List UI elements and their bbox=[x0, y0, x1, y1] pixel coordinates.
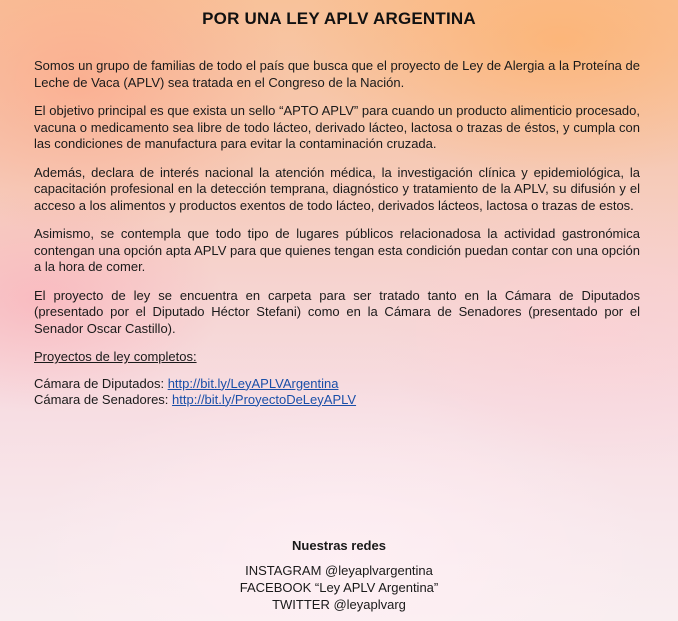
paragraph-objective: El objetivo principal es que exista un sello “APTO APLV” para cuando un producto alimenticio procesado, vacuna o medicamento sea libre de todo lácteo, derivado lácteo, lactosa o trazas de éstos, y cumpla con las condiciones de manufactura para evitar la contaminación cruzada. bbox=[34, 103, 640, 151]
links-heading: Proyectos de ley completos: bbox=[34, 349, 197, 364]
social-heading: Nuestras redes bbox=[292, 538, 386, 553]
senadores-link[interactable]: http://bit.ly/ProyectoDeLeyAPLV bbox=[172, 391, 357, 407]
body-content bbox=[34, 58, 640, 408]
diputados-link-row bbox=[34, 376, 640, 392]
senadores-label: Cámara de Senadores: bbox=[34, 391, 173, 407]
paragraph-national-interest: Además, declara de interés nacional la atención médica, la investigación clínica y epidemiológica, la capacitación profesional en la detección temprana, diagnóstico y tratamiento de la APLV, su difusión y el acceso a los alimentos y productos exentos de todo lácteo, derivados lácteos, lactosa o trazas de estos. bbox=[34, 164, 640, 213]
social-facebook: FACEBOOK “Ley APLV Argentina” bbox=[239, 580, 439, 595]
social-section bbox=[0, 537, 678, 613]
diputados-link[interactable]: http://bit.ly/LeyAPLVArgentina bbox=[167, 375, 339, 391]
senadores-link-row bbox=[34, 392, 640, 408]
paragraph-public-places: Asimismo, se contempla que todo tipo de lugares públicos relacionadosa la actividad gastronómica contengan una opción apta APLV para que quienes tengan esta condición puedan contar con una opción a la hora de comer. bbox=[34, 226, 640, 274]
social-twitter: TWITTER @leyaplvarg bbox=[272, 597, 406, 612]
paragraph-intro: Somos un grupo de familias de todo el país que busca que el proyecto de Ley de Alergia a la Proteína de Leche de Vaca (APLV) sea tratada en el Congreso de la Nación. bbox=[34, 58, 640, 90]
paragraph-congress-status: El proyecto de ley se encuentra en carpeta para ser tratado tanto en la Cámara de Diputados (presentado por el Diputado Héctor Stefani) como en la Cámara de Senadores (presentado por el Senador Oscar Castillo). bbox=[34, 287, 640, 336]
social-instagram: INSTAGRAM @leyaplvargentina bbox=[245, 563, 433, 578]
diputados-label: Cámara de Diputados: bbox=[34, 375, 168, 391]
page-title: POR UNA LEY APLV ARGENTINA bbox=[202, 9, 476, 28]
